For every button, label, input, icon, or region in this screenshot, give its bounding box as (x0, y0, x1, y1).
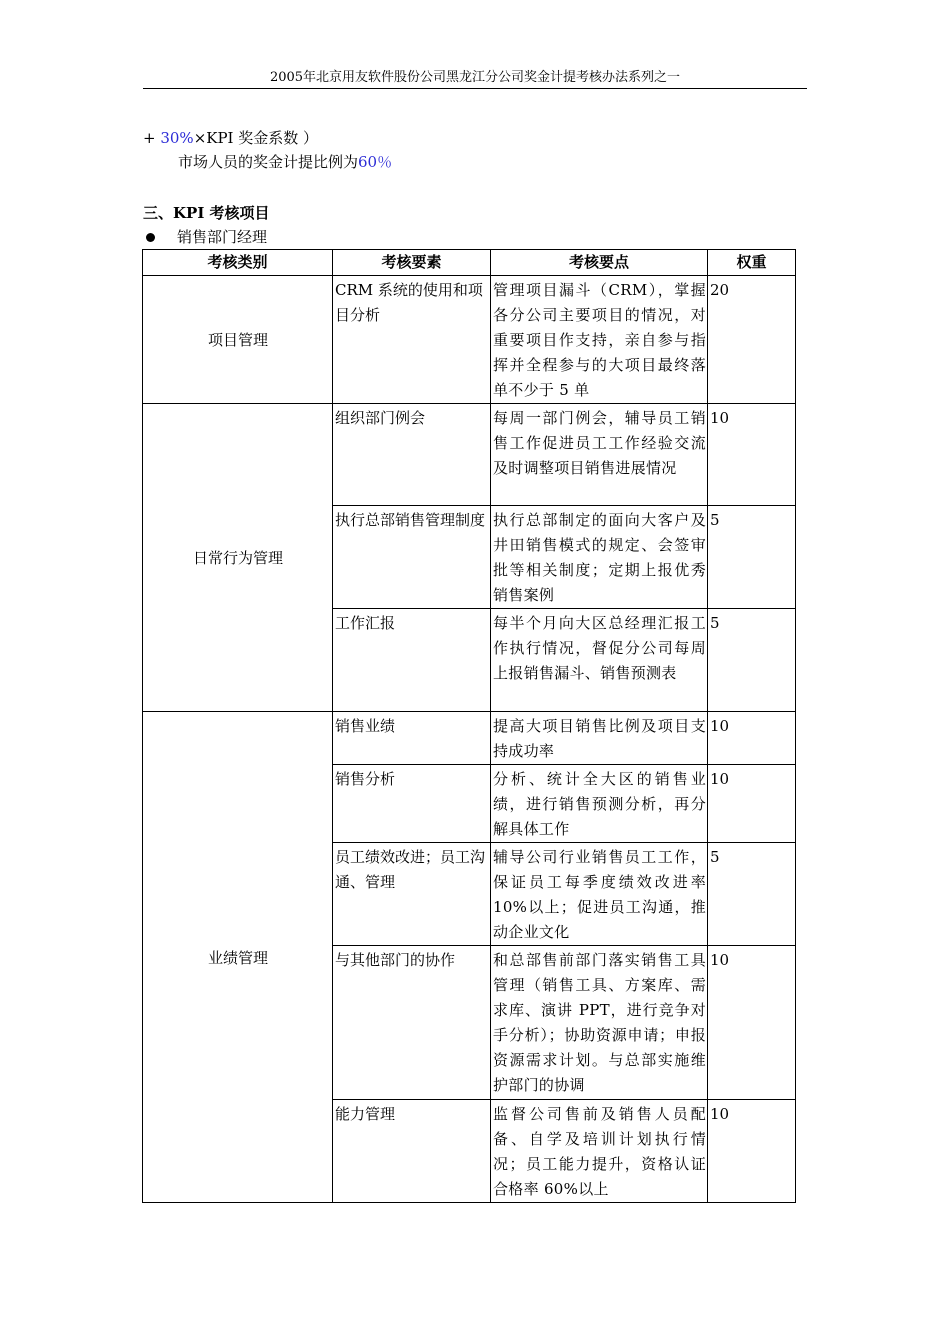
table-row (143, 276, 796, 404)
bullet-label: 销售部门经理 (177, 228, 268, 246)
section-title: 三、KPI 考核项目 (143, 204, 270, 222)
factor-cell: 销售业绩 (333, 712, 491, 765)
factor-cell: 销售分析 (333, 765, 491, 843)
point-cell: 管理项目漏斗（CRM），掌握各分公司主要项目的情况，对重要项目作支持，亲自参与指挥并全程参与的大项目最终落单不少于 5 单 (491, 276, 708, 404)
factor-cell: 员工绩效改进；员工沟通、管理 (333, 843, 491, 946)
weight-cell: 5 (708, 506, 796, 609)
weight-cell: 10 (708, 946, 796, 1100)
weight-cell: 20 (708, 276, 796, 404)
table-row (143, 404, 796, 506)
page-header: 2005年北京用友软件股份公司黑龙江分公司奖金计提考核办法系列之一 (143, 66, 807, 89)
bullet-item (143, 226, 267, 247)
factor-cell: CRM 系统的使用和项目分析 (333, 276, 491, 404)
header-category: 考核类别 (143, 250, 333, 276)
weight-cell: 10 (708, 765, 796, 843)
point-cell: 和总部售前部门落实销售工具管理（销售工具、方案库、需求库、演讲 PPT，进行竞争对手分析）；协助资源申请；申报资源需求计划。与总部实施维护部门的协调 (491, 946, 708, 1100)
weight-cell: 10 (708, 1100, 796, 1203)
market-ratio-line (178, 151, 392, 172)
point-cell: 提高大项目销售比例及项目支持成功率 (491, 712, 708, 765)
table-header-row (143, 250, 796, 276)
market-ratio-pct: 60％ (358, 153, 393, 171)
formula-pct: 30% (160, 129, 194, 147)
point-cell: 每半个月向大区总经理汇报工作执行情况，督促分公司每周上报销售漏斗、销售预测表 (491, 609, 708, 712)
formula-prefix: + (143, 129, 161, 147)
weight-cell: 10 (708, 712, 796, 765)
kpi-table (142, 249, 796, 1203)
point-cell: 监督公司售前及销售人员配备、自学及培训计划执行情况；员工能力提升，资格认证合格率 60%以上 (491, 1100, 708, 1203)
formula-line (143, 127, 318, 148)
point-cell: 辅导公司行业销售员工工作，保证员工每季度绩效改进率 10%以上；促进员工沟通，推动企业文化 (491, 843, 708, 946)
point-cell: 分析、统计全大区的销售业绩，进行销售预测分析，再分解具体工作 (491, 765, 708, 843)
factor-cell: 能力管理 (333, 1100, 491, 1203)
category-cell: 项目管理 (143, 276, 333, 404)
factor-cell: 组织部门例会 (333, 404, 491, 506)
header-weight: 权重 (708, 250, 796, 276)
table-row (143, 712, 796, 765)
bullet-dot-icon (146, 233, 155, 242)
category-cell: 业绩管理 (143, 712, 333, 1203)
category-cell: 日常行为管理 (143, 404, 333, 712)
header-point: 考核要点 (491, 250, 708, 276)
weight-cell: 5 (708, 843, 796, 946)
formula-suffix: ×KPI 奖金系数 ） (193, 129, 319, 147)
factor-cell: 与其他部门的协作 (333, 946, 491, 1100)
point-cell: 每周一部门例会，辅导员工销售工作促进员工工作经验交流及时调整项目销售进展情况 (491, 404, 708, 506)
point-cell: 执行总部制定的面向大客户及井田销售模式的规定、会签审批等相关制度；定期上报优秀销售案例 (491, 506, 708, 609)
weight-cell: 5 (708, 609, 796, 712)
factor-cell: 执行总部销售管理制度 (333, 506, 491, 609)
market-ratio-text: 市场人员的奖金计提比例为 (178, 153, 359, 171)
header-factor: 考核要素 (333, 250, 491, 276)
factor-cell: 工作汇报 (333, 609, 491, 712)
weight-cell: 10 (708, 404, 796, 506)
